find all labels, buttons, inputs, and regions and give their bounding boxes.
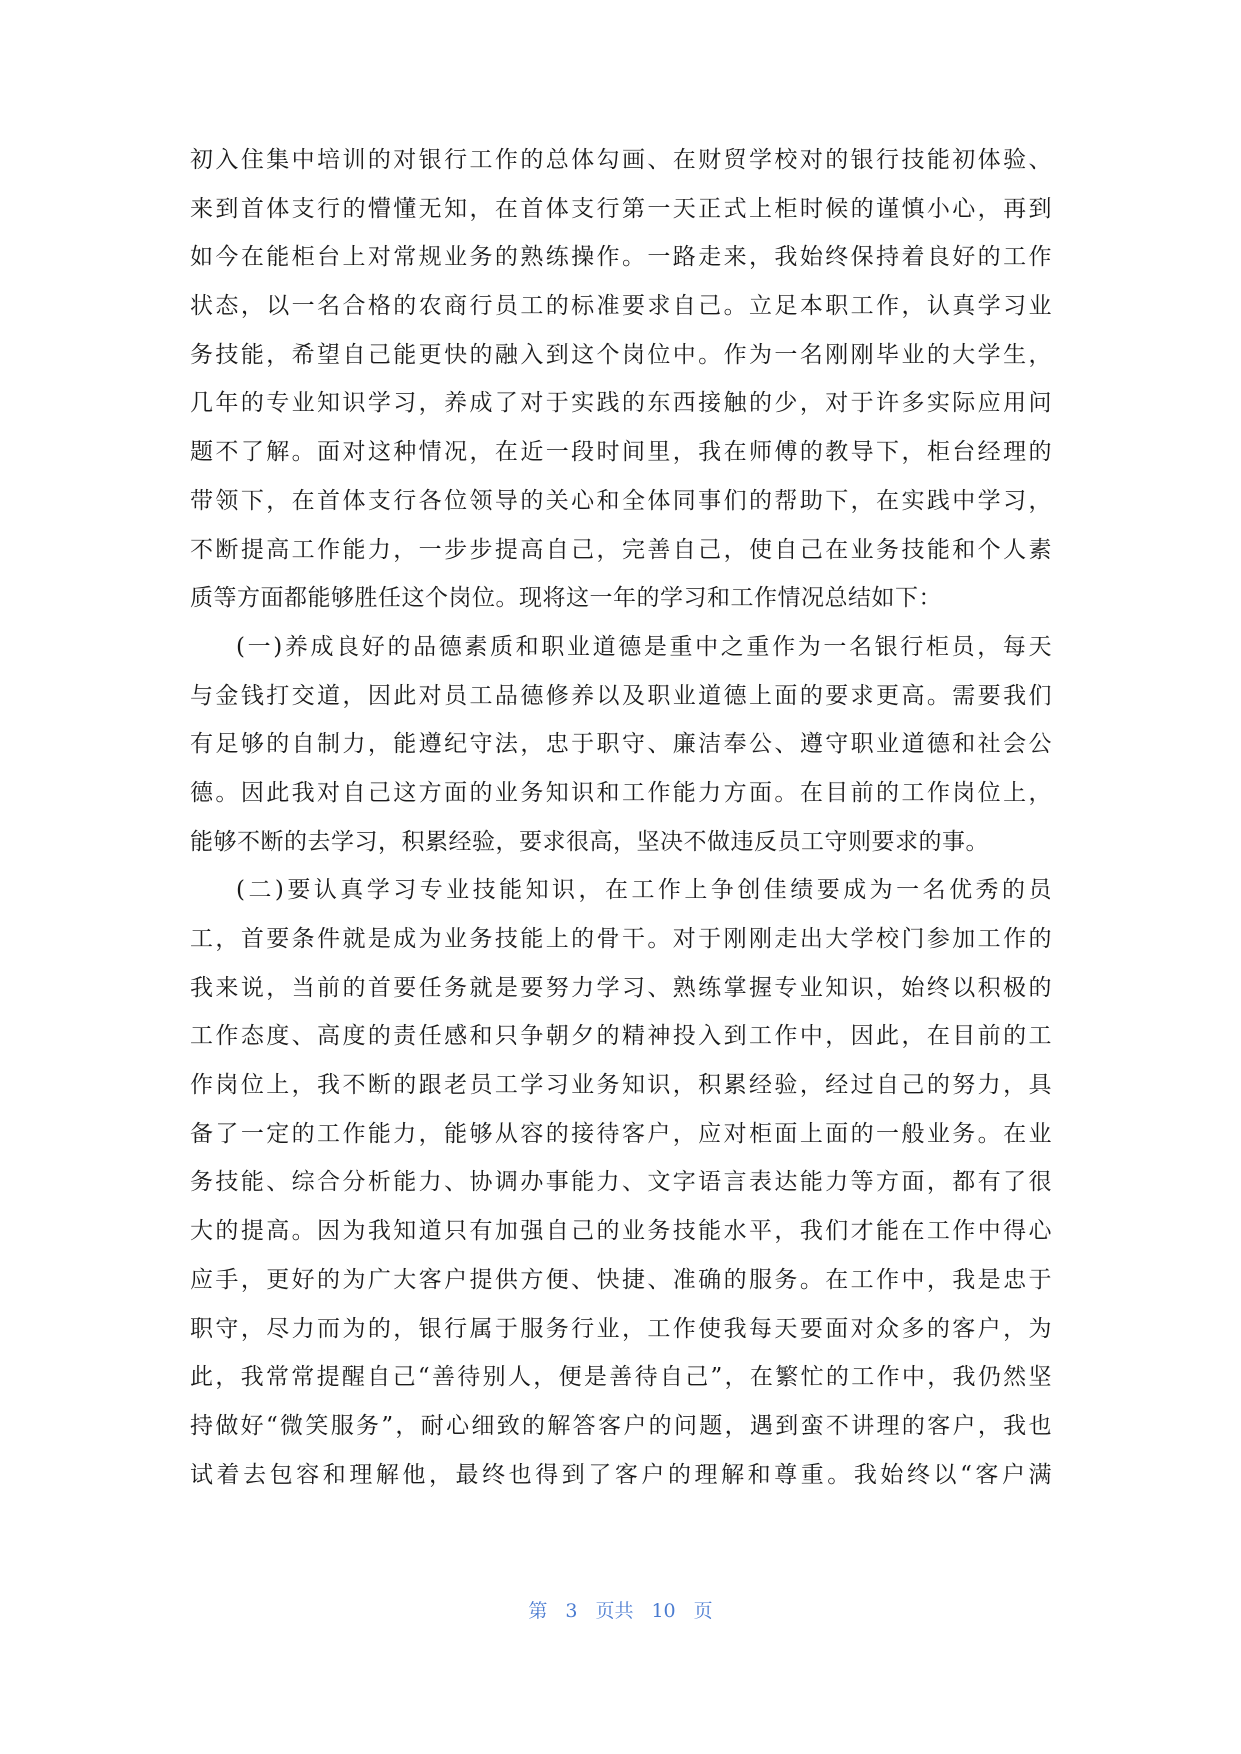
text-line: 务技能，希望自己能更快的融入到这个岗位中。作为一名刚刚毕业的大学生， [190,341,1052,368]
footer-total-pages: 10 [651,1600,676,1622]
text-line: 带领下，在首体支行各位领导的关心和全体同事们的帮助下，在实践中学习， [190,487,1052,514]
document-body [190,136,1052,1499]
text-line: 大的提高。因为我知道只有加强自己的业务技能水平，我们才能在工作中得心 [190,1218,1052,1245]
footer-label-di: 第 [528,1600,548,1622]
text-line: 备了一定的工作能力，能够从容的接待客户，应对柜面上面的一般业务。在业 [190,1120,1052,1147]
text-line: 来到首体支行的懵懂无知，在首体支行第一天正式上柜时候的谨慎小心，再到 [190,195,1052,222]
text-line: 有足够的自制力，能遵纪守法，忠于职守、廉洁奉公、遵守职业道德和社会公 [190,731,1052,758]
text-line: (二)要认真学习专业技能知识，在工作上争创佳绩要成为一名优秀的员 [236,877,1052,904]
text-line: 务技能、综合分析能力、协调办事能力、文字语言表达能力等方面，都有了很 [190,1169,1052,1196]
page-footer [0,1596,1241,1623]
footer-label-ye: 页 [693,1600,713,1622]
text-line: 状态，以一名合格的农商行员工的标准要求自己。立足本职工作，认真学习业 [190,293,1052,320]
text-line: 德。因此我对自己这方面的业务知识和工作能力方面。在目前的工作岗位上， [190,779,1052,806]
text-line: 工，首要条件就是成为业务技能上的骨干。对于刚刚走出大学校门参加工作的 [190,926,1052,952]
text-line: 能够不断的去学习，积累经验，要求很高，坚决不做违反员工守则要求的事。 [190,828,989,855]
text-line: (一)养成良好的品德素质和职业道德是重中之重作为一名银行柜员，每天 [236,633,1052,660]
text-line: 初入住集中培训的对银行工作的总体勾画、在财贸学校对的银行技能初体验、 [190,147,1052,173]
text-line: 作岗位上，我不断的跟老员工学习业务知识，积累经验，经过自己的努力，具 [190,1072,1052,1099]
footer-current-page: 3 [565,1600,578,1622]
text-line: 职守，尽力而为的，银行属于服务行业，工作使我每天要面对众多的客户，为 [190,1315,1052,1342]
text-line: 题不了解。面对这种情况，在近一段时间里，我在师傅的教导下，柜台经理的 [190,439,1052,466]
text-line: 不断提高工作能力，一步步提高自己，完善自己，使自己在业务技能和个人素 [190,536,1052,563]
text-line: 几年的专业知识学习，养成了对于实践的东西接触的少，对于许多实际应用问 [190,390,1052,417]
text-line: 如今在能柜台上对常规业务的熟练操作。一路走来，我始终保持着良好的工作 [190,244,1052,271]
text-line: 工作态度、高度的责任感和只争朝夕的精神投入到工作中，因此，在目前的工 [190,1023,1052,1050]
text-line: 持做好“微笑服务”，耐心细致的解答客户的问题，遇到蛮不讲理的客户，我也 [190,1412,1052,1439]
text-line: 试着去包容和理解他，最终也得到了客户的理解和尊重。我始终以“客户满 [190,1461,1052,1488]
text-line: 质等方面都能够胜任这个岗位。现将这一年的学习和工作情况总结如下： [190,585,942,612]
text-line: 我来说，当前的首要任务就是要努力学习、熟练掌握专业知识，始终以积极的 [190,974,1052,1001]
text-line: 应手，更好的为广大客户提供方便、快捷、准确的服务。在工作中，我是忠于 [190,1266,1052,1293]
footer-label-ye-gong: 页共 [595,1600,634,1622]
text-line: 此，我常常提醒自己“善待别人，便是善待自己”，在繁忙的工作中，我仍然坚 [190,1364,1052,1391]
text-line: 与金钱打交道，因此对员工品德修养以及职业道德上面的要求更高。需要我们 [190,682,1052,709]
